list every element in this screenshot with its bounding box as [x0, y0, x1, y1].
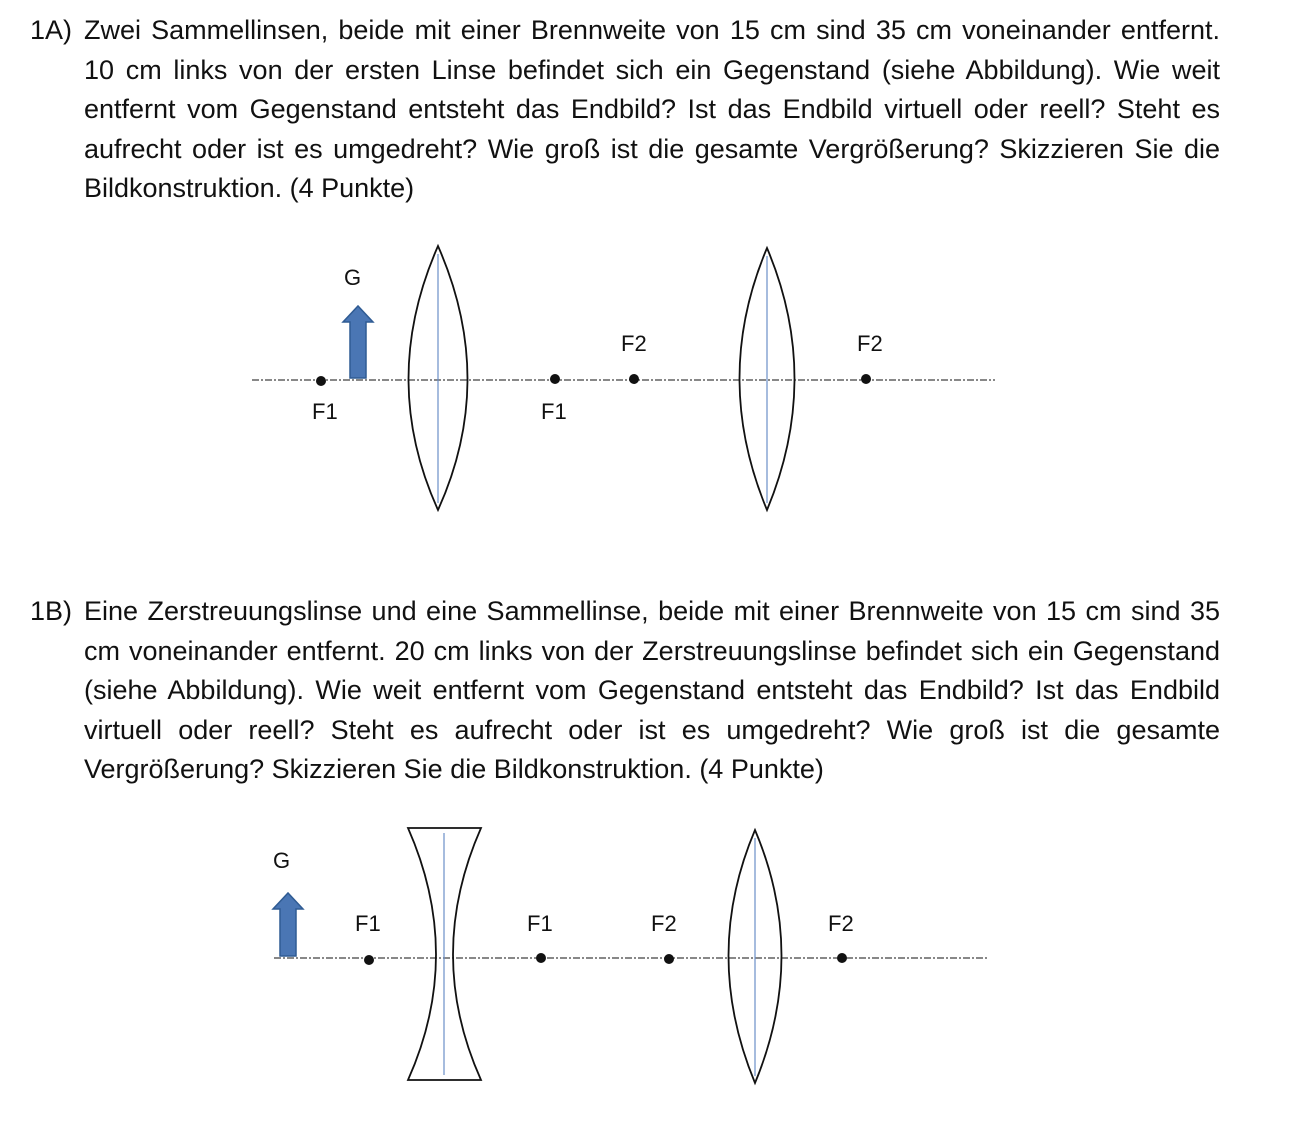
label-f2-right: F2: [828, 911, 854, 936]
label-f1-left: F1: [355, 911, 381, 936]
converging-lens-1: [409, 246, 468, 510]
figure-1b: [0, 815, 1306, 1095]
focal-point-f2-right: [861, 374, 871, 384]
label-f2-left: F2: [621, 331, 647, 356]
figure-1a: [0, 230, 1306, 530]
focal-point-f2-left: [629, 374, 639, 384]
focal-point-f1-left: [364, 955, 374, 965]
object-arrow: [343, 306, 373, 378]
diverging-lens: [408, 828, 481, 1080]
label-f2-left: F2: [651, 911, 677, 936]
focal-point-f2-right: [837, 953, 847, 963]
object-arrow: [273, 893, 303, 956]
object-label-g: G: [344, 265, 362, 290]
problem-1a-text: Zwei Sammellinsen, beide mit einer Brennweite von 15 cm sind 35 cm voneinander entfernt. 10 cm links von der ersten Linse befindet sich ein Gegenstand (siehe Abbildung). Wie weit entfernt vom Gegenstand entsteht das Endbild? Ist das Endbild virtuell oder reell? Steht es aufrecht oder ist es umgedreht? Wie groß ist die gesamte Vergrößerung? Skizzieren Sie die Bildkonstruktion. (4 Punkte): [84, 15, 1220, 203]
focal-point-f1-right: [536, 953, 546, 963]
focal-point-f1-left: [316, 376, 326, 386]
problem-1b-text: Eine Zerstreuungslinse und eine Sammellinse, beide mit einer Brennweite von 15 cm sind 35 cm voneinander entfernt. 20 cm links von der Zerstreuungslinse befindet sich ein Gegenstand (siehe Abbildung). Wie weit entfernt vom Gegenstand entsteht das Endbild? Ist das Endbild virtuell oder reell? Steht es aufrecht oder ist es umgedreht? Wie groß ist die gesamte Vergrößerung? Skizzieren Sie die Bildkonstruktion. (4 Punkte): [84, 596, 1220, 784]
problem-1b: [30, 592, 1220, 790]
label-f1-right: F1: [541, 399, 567, 424]
label-f1-left: F1: [312, 399, 338, 424]
problem-1a: [30, 11, 1220, 209]
problem-1b-number: 1B): [30, 596, 73, 626]
label-f1-right: F1: [527, 911, 553, 936]
focal-point-f1-right: [550, 374, 560, 384]
object-label-g: G: [273, 848, 291, 873]
problem-1a-number: 1A): [30, 15, 73, 45]
converging-lens: [729, 830, 782, 1083]
converging-lens-2: [740, 248, 795, 510]
label-f2-right: F2: [857, 331, 883, 356]
focal-point-f2-left: [664, 954, 674, 964]
